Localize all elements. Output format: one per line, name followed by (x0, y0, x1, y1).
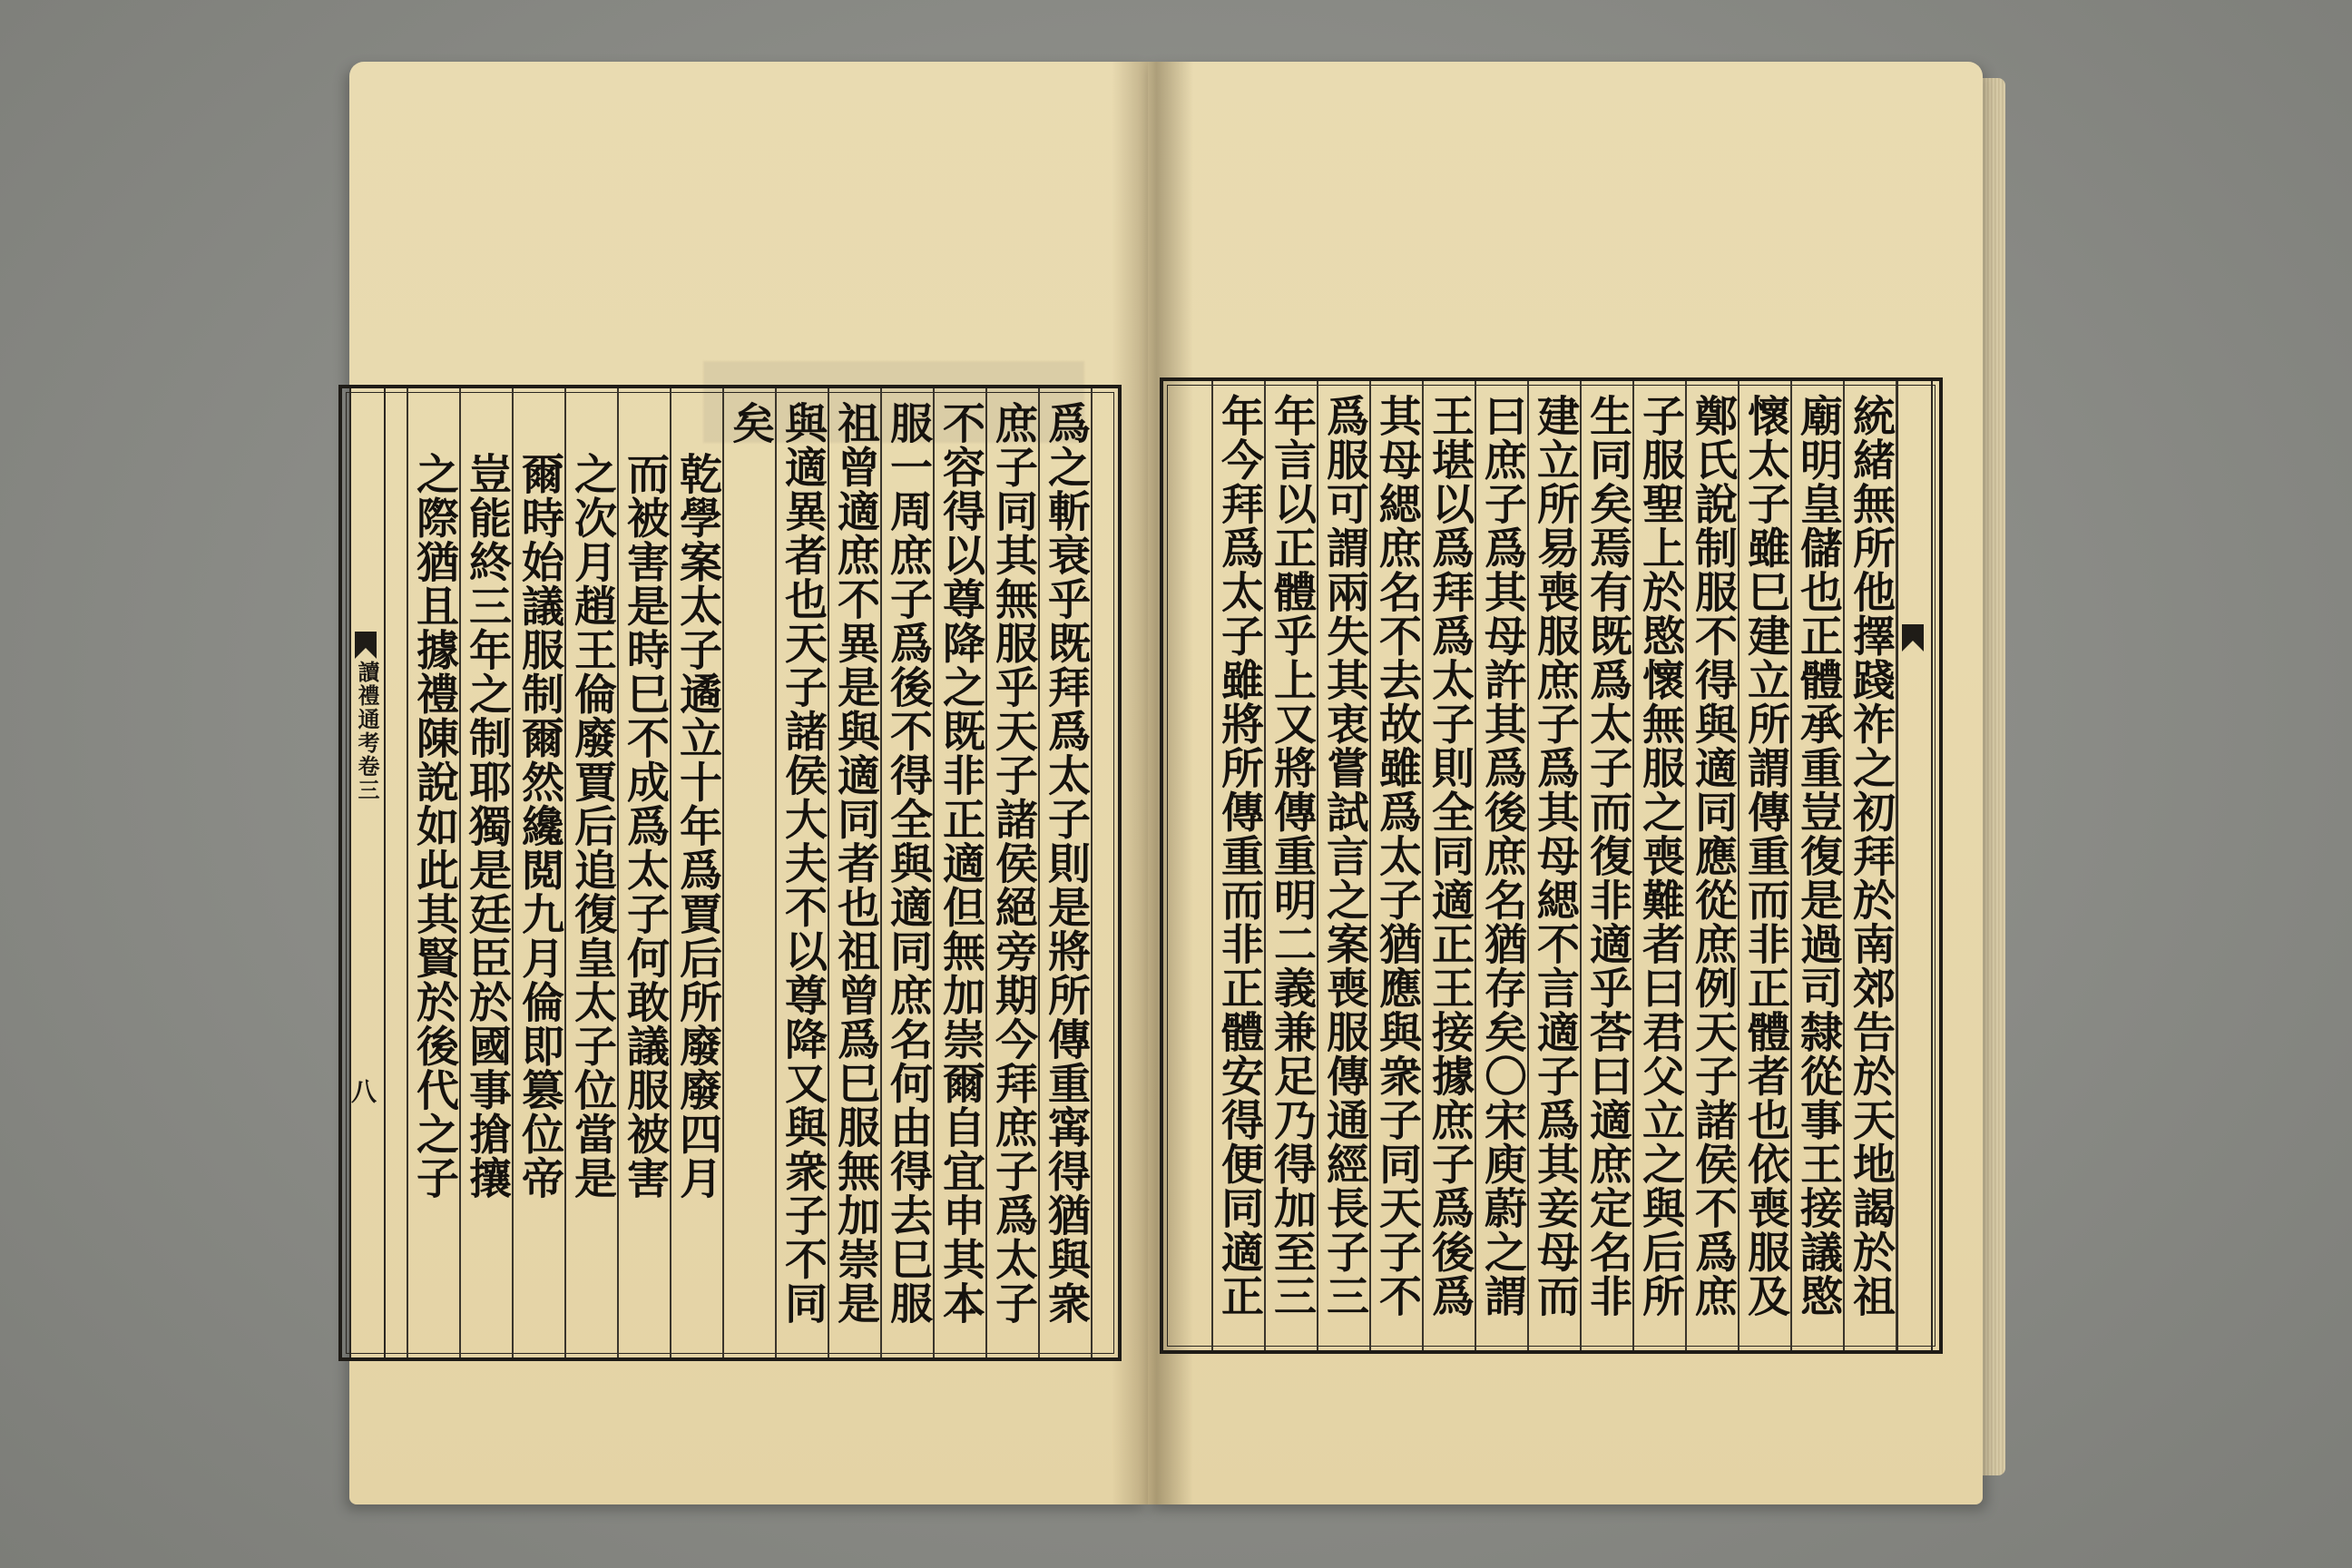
column-rule (1211, 381, 1213, 1350)
column-rule (1843, 381, 1845, 1350)
text-column: 王堪以爲拜爲太子則全同適正王接據庶子爲後爲 (1425, 394, 1475, 1318)
folio-number: 八 (348, 1078, 377, 1103)
text-column: 鄭氏說制服不得與適同應從庶例天子諸侯不爲庶 (1688, 394, 1738, 1318)
text-column: 不容得以尊降之既非正適但無加崇爾自宜申其本 (936, 401, 985, 1326)
column-rule (407, 388, 408, 1357)
column-rule (512, 388, 514, 1357)
column-rule (1580, 381, 1582, 1350)
center-strip-right (1896, 381, 1933, 1350)
column-rule (564, 388, 566, 1357)
text-column: 豈能終三年之制耶獨是廷臣於國事搶攘 (462, 452, 512, 1200)
text-column: 矣 (725, 401, 775, 446)
text-column: 建立所易喪服庶子爲其母緦不言適子爲其妾母而 (1530, 394, 1580, 1318)
text-column: 廟明皇儲也正體承重豈復是過司隸從事王接議愍 (1793, 394, 1843, 1318)
page-edge-stack (1982, 78, 2005, 1475)
text-column: 庶子同其無服乎天子諸侯絕旁期今拜庶子爲太子 (988, 401, 1038, 1326)
column-rule (1738, 381, 1740, 1350)
column-rule (722, 388, 724, 1357)
column-rule (1038, 388, 1040, 1357)
column-rule (880, 388, 882, 1357)
text-column: 懷太子雖巳建立所謂傳重而非正體者也依喪服及 (1740, 394, 1790, 1318)
text-column: 爲服可謂兩失其衷嘗試言之案喪服傳通經長子三 (1319, 394, 1369, 1318)
right-text-frame (1160, 377, 1943, 1354)
column-rule (670, 388, 671, 1357)
text-column: 與適異者也天子諸侯大夫不以尊降又與衆子不同 (778, 401, 828, 1326)
column-rule (617, 388, 619, 1357)
column-rule (828, 388, 829, 1357)
center-strip (349, 388, 386, 1357)
column-rule (1422, 381, 1424, 1350)
column-rule (1369, 381, 1371, 1350)
column-rule (1685, 381, 1687, 1350)
text-column: 祖曾適庶不異是與適同者也祖曾爲巳服無加崇是 (830, 401, 880, 1326)
text-column: 年今拜爲太子雖將所傳重而非正體安得便同適正 (1214, 394, 1264, 1318)
column-rule (459, 388, 461, 1357)
fish-tail-mark-icon (355, 632, 377, 659)
column-rule (985, 388, 987, 1357)
column-rule (1896, 381, 1897, 1350)
column-rule (1475, 381, 1476, 1350)
text-column: 爾時始議服制爾然纔閲九月倫即篡位帝 (514, 452, 564, 1200)
column-rule (1527, 381, 1529, 1350)
column-rule (1317, 381, 1318, 1350)
column-rule (1790, 381, 1792, 1350)
text-column: 而被害是時巳不成爲太子何敢議服被害 (620, 452, 670, 1200)
column-rule (933, 388, 935, 1357)
text-column: 其母緦庶名不去故雖爲太子猶應與衆子同天子不 (1372, 394, 1422, 1318)
text-column: 年言以正體乎上又將傳重明二義兼足乃得加至三 (1267, 394, 1317, 1318)
text-column: 服一周庶子爲後不得全與適同庶名何由得去巳服 (883, 401, 933, 1326)
text-column: 子服聖上於愍懷無服之喪難者曰君父立之與后所 (1635, 394, 1685, 1318)
column-rule (775, 388, 777, 1357)
text-column: 爲之斬衰乎既拜爲太子則是將所傳重𡩋得猶與衆 (1041, 401, 1091, 1326)
text-column: 之際猶且據禮陳說如此其賢於後代之子 (409, 452, 459, 1200)
text-column: 生同矣焉有既爲太子而復非適乎荅曰適庶定名非 (1583, 394, 1632, 1318)
text-column: 之次月趙王倫廢賈后追復皇太子位當是 (567, 452, 617, 1200)
left-text-frame (338, 385, 1122, 1361)
open-book (349, 62, 1996, 1514)
text-column: 統緒無所他擇踐祚之初拜於南郊告於天地謁於祖 (1846, 394, 1896, 1318)
text-column: 曰庶子爲其母許其爲後庶名猶存矣〇宋庾蔚之謂 (1477, 394, 1527, 1318)
center-strip-title: 讀禮通考卷三 (354, 661, 380, 802)
text-column: 乾學案太子遹立十年爲賈后所廢廢四月 (672, 452, 722, 1200)
column-rule (1091, 388, 1093, 1357)
fish-tail-mark-icon (1902, 624, 1924, 652)
column-rule (1264, 381, 1266, 1350)
column-rule (1632, 381, 1634, 1350)
